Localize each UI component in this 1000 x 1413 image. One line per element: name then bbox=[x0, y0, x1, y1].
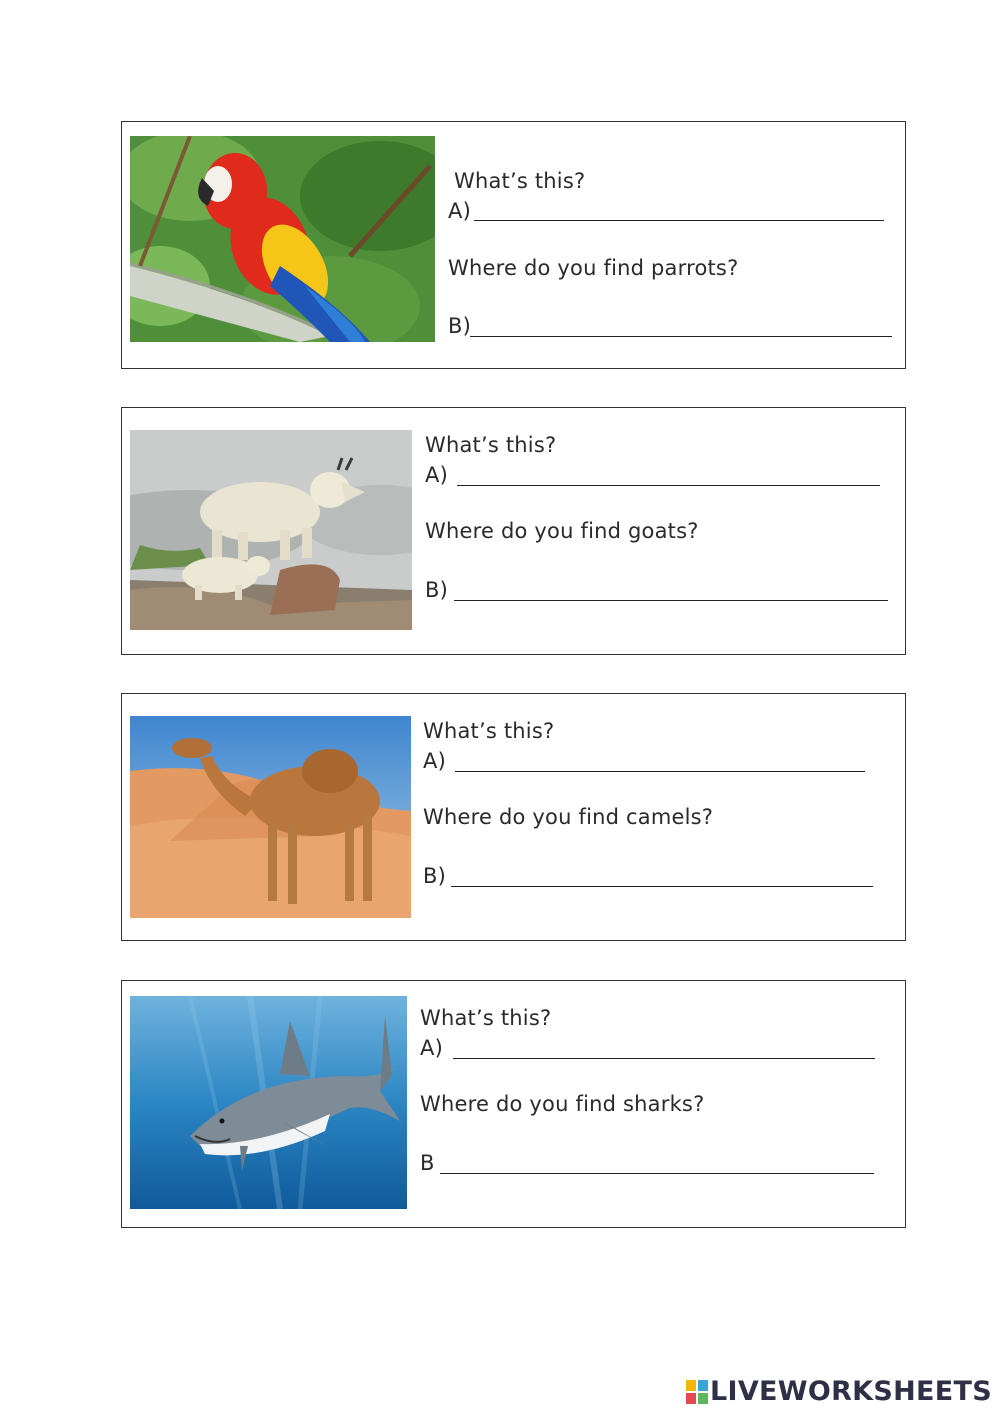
answer-a-input[interactable] bbox=[459, 745, 862, 771]
brand-name: LIVEWORKSHEETS bbox=[709, 1376, 992, 1407]
question-a-text: What’s this? bbox=[420, 1006, 552, 1030]
question-a-text: What’s this? bbox=[425, 433, 557, 457]
answer-a-line bbox=[474, 220, 884, 221]
answer-a-line bbox=[457, 485, 880, 486]
question-card-shark bbox=[121, 980, 906, 1228]
logo-blocks-icon bbox=[686, 1380, 708, 1404]
answer-b-label: B bbox=[420, 1151, 435, 1175]
question-card-goat bbox=[121, 407, 906, 655]
answer-b-input[interactable] bbox=[455, 860, 869, 886]
answer-a-input[interactable] bbox=[461, 459, 877, 485]
question-card-parrot bbox=[121, 121, 906, 369]
shark-photo bbox=[130, 996, 407, 1209]
question-b-text: Where do you find parrots? bbox=[448, 256, 739, 280]
answer-a-input[interactable] bbox=[478, 194, 882, 220]
answer-b-label: B) bbox=[423, 864, 446, 888]
answer-b-label: B) bbox=[448, 314, 471, 338]
question-b-text: Where do you find sharks? bbox=[420, 1092, 705, 1116]
goat-photo bbox=[130, 430, 412, 630]
answer-b-input[interactable] bbox=[474, 310, 888, 336]
liveworksheets-logo bbox=[686, 1376, 992, 1407]
answer-a-label: A) bbox=[420, 1036, 443, 1060]
answer-b-input[interactable] bbox=[458, 574, 884, 600]
answer-b-line bbox=[454, 600, 888, 601]
question-card-camel bbox=[121, 693, 906, 941]
answer-a-line bbox=[455, 771, 865, 772]
question-a-text: What’s this? bbox=[454, 169, 586, 193]
answer-a-label: A) bbox=[423, 749, 446, 773]
answer-a-input[interactable] bbox=[457, 1032, 872, 1058]
answer-b-line bbox=[440, 1173, 874, 1174]
camel-photo bbox=[130, 716, 411, 918]
answer-a-label: A) bbox=[425, 463, 448, 487]
answer-b-label: B) bbox=[425, 578, 448, 602]
question-a-text: What’s this? bbox=[423, 719, 555, 743]
answer-b-line bbox=[451, 886, 873, 887]
answer-b-line bbox=[470, 336, 892, 337]
answer-b-input[interactable] bbox=[444, 1147, 870, 1173]
answer-a-line bbox=[453, 1058, 875, 1059]
parrot-photo bbox=[130, 136, 435, 342]
answer-a-label: A) bbox=[448, 199, 471, 223]
question-b-text: Where do you find camels? bbox=[423, 805, 714, 829]
question-b-text: Where do you find goats? bbox=[425, 519, 699, 543]
